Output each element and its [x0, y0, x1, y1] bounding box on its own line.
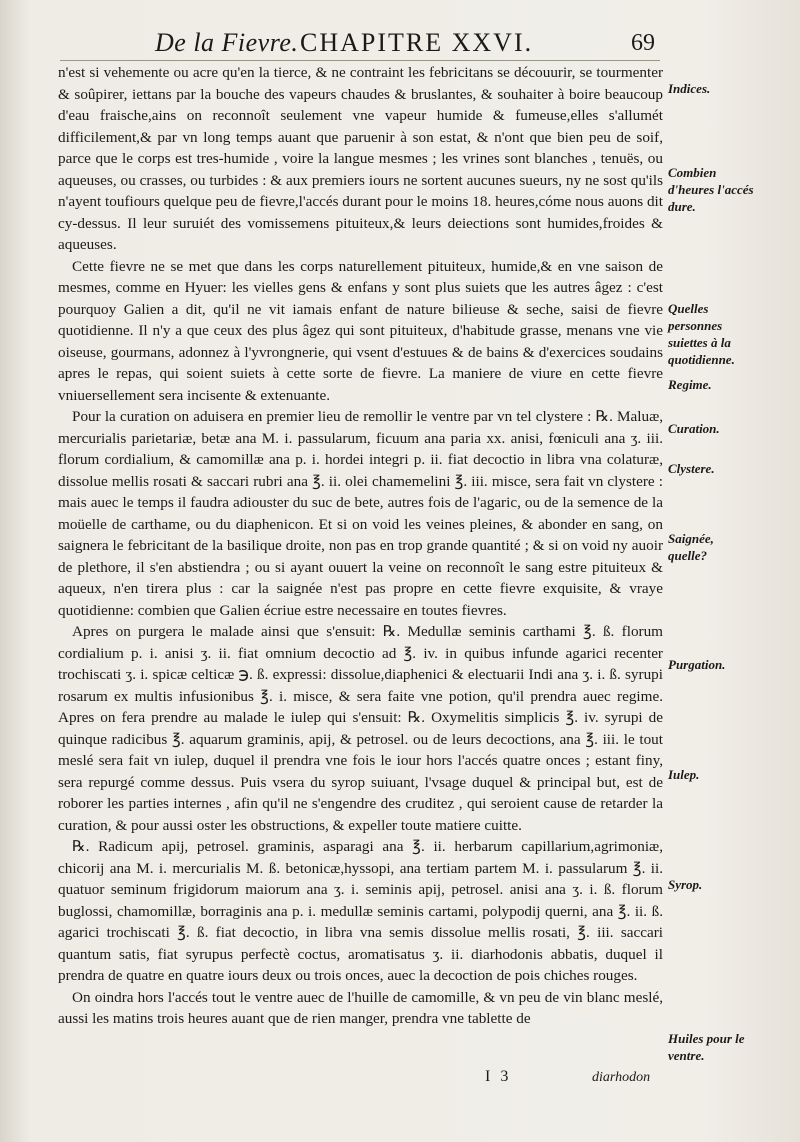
margin-note: Saignée, quelle?	[668, 531, 714, 563]
paragraph: Cette fievre ne se met que dans les corps naturellement pituiteux, humide,& en vne saison de mesmes, comme en Hyuer: les vielles gens & enfans y sont plus suiets que les autres âgez : c'est pourquoy Galien a dit, qu'il ne vit iamais enfant de nature bilieuse & seche, saisi de fievre quotidienne. Il n'y a que ceux des plus âgez qui sont pituiteux, d'habitude grasse, menans vne vie oiseuse, gourmans, adonnez à l'yvrongnerie, qui vsent d'estuues & de bains & d'exercices soudains apres le repas, qui soient suiets à cette sorte de fievre. La maniere de viure en cette fievre vniuersellement sera incisente & extenuante.	[58, 257, 663, 404]
margin-note: Iulep.	[668, 767, 700, 782]
signature-mark: I 3	[485, 1068, 512, 1085]
paragraph: n'est si vehemente ou acre qu'en la tierce, & ne contraint les febricitans se découurir, se tourmenter & soûpirer, iettans par la bouche des vapeurs chaudes & bruslantes, & souhaiter à boire beaucoup d'eau fraische,ains on reconnoît seulement vne vapeur humide & fumeuse,elles s'allumét difficilement,& par vn long temps auant que paruenir à son estat, & n'ont que bien peu de soif, parce que le corps est tres-humide , voire la langue mesmes ; les vrines sont blanches , tenuës, ou aqueuses, ou crasses, ou turbides : & aux premiers iours ne sortent aucunes sueurs, ny ne sost qu'ils n'ayent toufiours quelque peu de fievre,l'accés durant pour le moins 18. heures,cóme nous auons dit cy-dessus. Il leur suruiét des vomissemens pituiteux,& leurs deiections sont humides,froides & aqueuses.	[58, 64, 663, 253]
paragraph: Pour la curation on aduisera en premier lieu de remollir le ventre par vn tel clystere : ℞. Maluæ, mercurialis parietariæ, betæ ana M. i. passularum, ficuum ana paria xx. anisi, fœniculi ana ʒ. iii. florum cordialium, & camomillæ ana p. i. hordei integri p. ii. fiat decoctio in libra vna colaturæ, dissolue mellis rosati & saccari rubri ana ℥. ii. olei chamemelini ℥. iii. misce, sera fait vn clystere : mais auec le temps il faudra adiouster du suc de bete, autres fois de l'agaric, ou de la semence de la moüelle de carthame, ou du diaphenicon. Et si on void les veines pleines, & abonder en sang, on saignera le febricitant de la basilique droite, non pas en trop grande quantité ; & si on void ny auoir de plethore, il s'en abstiendra ; ou si ayant ouuert la veine on reconnoît le sang estre pituiteux & aqueux, n'en tirera plus : car la saignée n'est pas propre en cette fievre exquisite, & vraye quotidienne: combien que Galien écriue estre necessaire en toutes fievres.	[58, 408, 663, 619]
margin-note: Combien d'heures l'accés dure.	[668, 165, 754, 214]
margin-note: Curation.	[668, 421, 720, 436]
margin-note: Huiles pour le ventre.	[668, 1031, 745, 1063]
paragraph: Apres on purgera le malade ainsi que s'ensuit: ℞. Medullæ seminis carthami ℥. ß. florum cordialium p. i. anisi ʒ. ii. fiat omnium decoctio ad ℥. iv. in quibus infunde agarici recenter trochiscati ʒ. i. spicæ celticæ ℈. ß. expressi: dissolue,diaphenici & electuarii Indi ana ʒ. i. ß. syrupi rosarum ex multis infusionibus ℥. i. misce, & sera faite vne potion, qu'il prendra auec regime. Apres on fera prendre au malade le iulep qui s'ensuit: ℞. Oxymelitis simplicis ℥. iv. syrupi de quinque radicibus ℥. aquarum graminis, apij, & petrosel. ou de leurs decoctions, ana ℥. iii. le tout meslé sera fait vn iulep, duquel il prendra vne fois le iour hors l'accés quatre onces ; estant finy, sera repurgé comme dessus. Puis vsera du syrop suiuant, l'vsage duquel & principal but, est de roborer les parties internes , afin qu'il ne s'engendre des cruditez , qui seroient cause de retarder la curation, & pour aussi oster les obstructions, & expeller toute matiere cuitte.	[58, 623, 663, 834]
header-rule	[60, 60, 660, 61]
chapter-heading: CHAPITRE XXVI.	[300, 28, 534, 57]
paragraph: On oindra hors l'accés tout le ventre auec de l'huille de camomille, & vn peu de vin blanc meslé, aussi les matins trois heures auant que de rien manger, prendra vne tablette de	[58, 988, 663, 1027]
page-header	[155, 28, 655, 62]
margin-note: Indices.	[668, 81, 711, 96]
margin-note: Purgation.	[668, 657, 726, 672]
margin-note: Regime.	[668, 377, 712, 392]
margin-note: Clystere.	[668, 461, 715, 476]
body-text	[58, 62, 663, 1030]
margin-note: Quelles personnes suiettes à la quotidienne.	[668, 301, 735, 367]
paragraph: ℞. Radicum apij, petrosel. graminis, asparagi ana ℥. ii. herbarum capillarium,agrimoniæ, chicorij ana M. i. mercurialis M. ß. betonicæ,hyssopi, ana tertiam partem M. i. passularum ℥. ii. quatuor seminum frigidorum maiorum ana ʒ. i. seminis apij, petrosel. anisi ana ʒ. i. ß. florum buglossi, chamomillæ, borraginis ana p. i. medullæ seminis cartami, polypodij querni, ana ℥. ii. ß. agarici trochiscati ℥. ß. fiat decoctio, in libra vna semis dissolue mellis rosati, ℥. iii. saccari quantum satis, fiat syrupus perfectè coctus, aromatisatus ʒ. ii. diarhodonis abbatis, duquel il prendra de quatre en quatre iours deux ou trois onces, auec la decoction de pois chiches rouges.	[58, 838, 663, 984]
catchword: diarhodon	[592, 1070, 651, 1085]
running-title: De la Fievre.	[155, 28, 299, 57]
margin-note: Syrop.	[668, 877, 703, 892]
page-number: 69	[631, 30, 655, 56]
